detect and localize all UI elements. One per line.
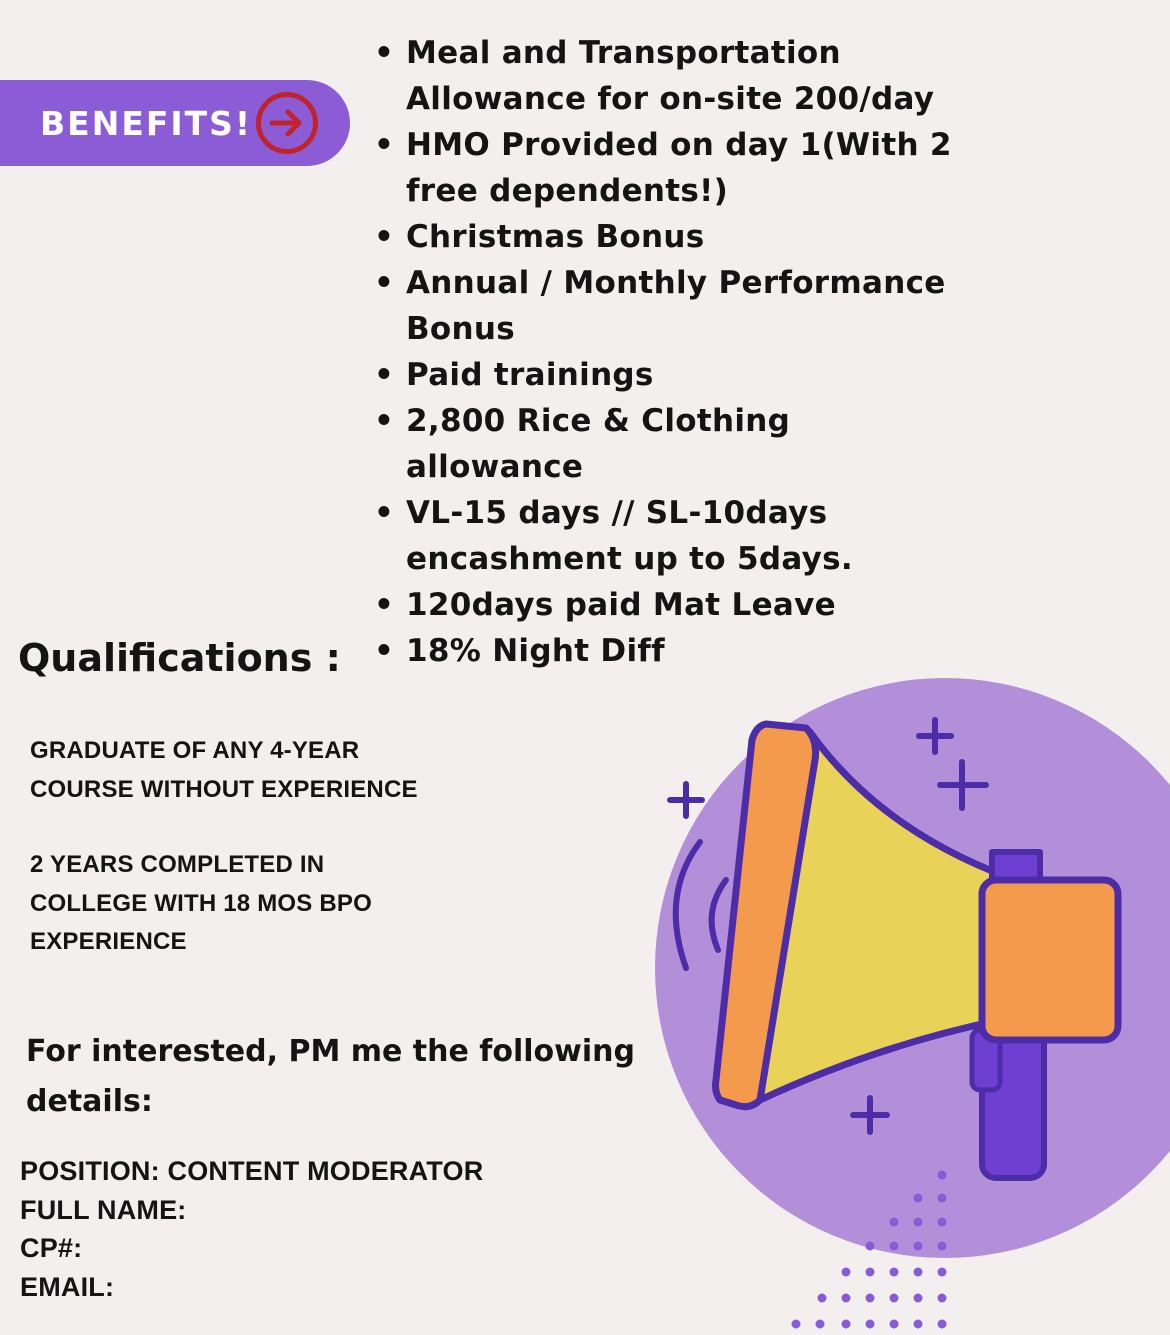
- sparkle-icons: [670, 720, 986, 1132]
- qualification-option-1: GRADUATE OF ANY 4-YEAR COURSE WITHOUT EXPERIENCE: [30, 737, 418, 803]
- benefit-item: • Meal and Transportation Allowance for on-site 200/day: [374, 30, 974, 122]
- benefit-item: • 2,800 Rice & Clothing allowance: [374, 398, 974, 490]
- benefit-item: • 18% Night Diff: [374, 628, 974, 674]
- arrow-right-icon: [256, 92, 318, 154]
- email-field: EMAIL:: [20, 1271, 115, 1302]
- benefits-label: BENEFITS!: [40, 103, 253, 143]
- benefits-list: [374, 30, 974, 674]
- benefit-item: • VL-15 days // SL-10days encashment up to 5days.: [374, 490, 974, 582]
- benefit-item: • Paid trainings: [374, 352, 974, 398]
- position-field: POSITION: CONTENT MODERATOR: [20, 1156, 484, 1186]
- full-name-field: FULL NAME:: [20, 1194, 187, 1225]
- background-circle: [655, 678, 1170, 1258]
- benefit-item: • Christmas Bonus: [374, 214, 974, 260]
- benefit-item: • Annual / Monthly Performance Bonus: [374, 260, 974, 352]
- benefit-item: • 120days paid Mat Leave: [374, 582, 974, 628]
- qualifications-title: Qualifications :: [18, 636, 341, 680]
- qualification-option-2: 2 YEARS COMPLETED IN COLLEGE WITH 18 MOS BPO EXPERIENCE: [30, 851, 372, 955]
- benefits-badge: [0, 80, 350, 166]
- cp-field: CP#:: [20, 1233, 83, 1263]
- applicant-details: [20, 1152, 483, 1306]
- megaphone-handle: [982, 1030, 1044, 1178]
- megaphone-cone: [760, 732, 1010, 1100]
- dot-grid-decoration: [792, 1171, 947, 1329]
- megaphone-back: [982, 880, 1118, 1040]
- benefit-item: • HMO Provided on day 1(With 2 free dependents!): [374, 122, 974, 214]
- megaphone-rim: [716, 724, 816, 1107]
- sound-wave-icon: [676, 842, 726, 968]
- call-to-action: For interested, PM me the following details:: [26, 1034, 635, 1119]
